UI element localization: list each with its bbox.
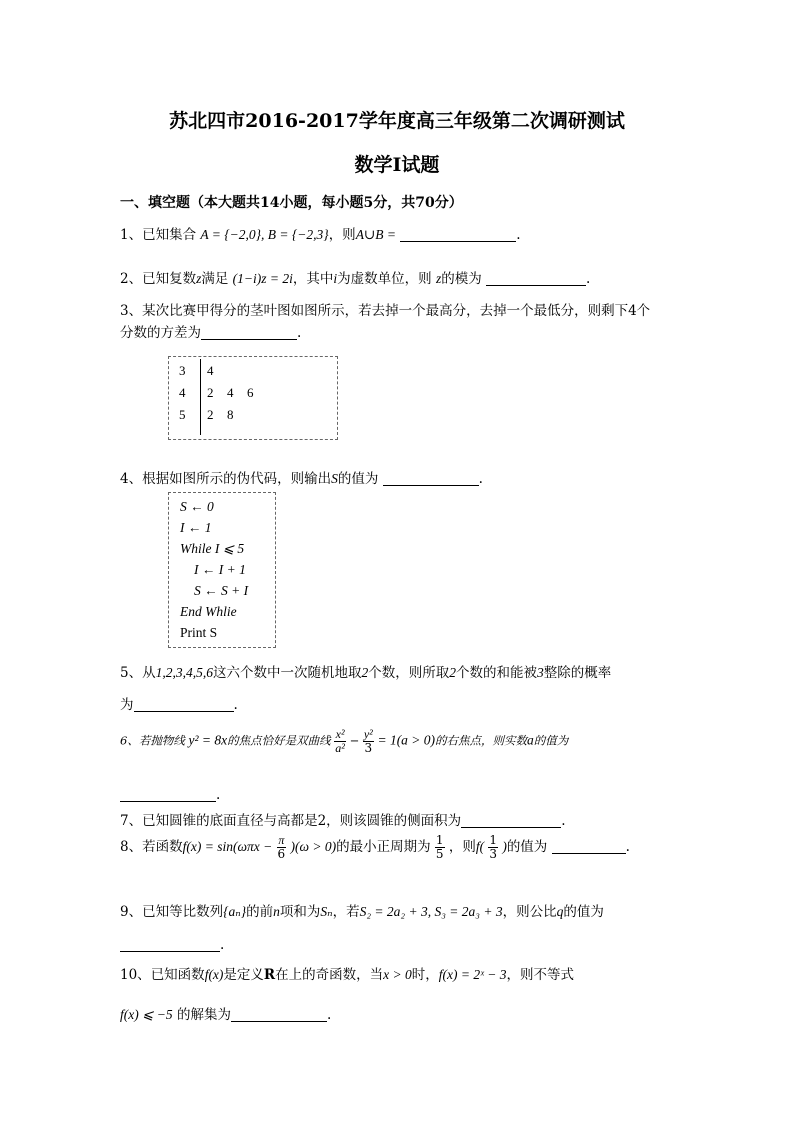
question-9-line2: . (120, 936, 224, 954)
leaf-value: 8 (227, 407, 234, 422)
question-5-line2: 为 . (120, 697, 238, 713)
code-line: I ← I + 1 (194, 562, 246, 577)
question-5-line1: 5、从1,2,3,4,5,6这六个数中一次随机地取2个数，则所取2个数的和能被3整除的概率 (120, 665, 612, 681)
answer-blank[interactable] (134, 697, 234, 712)
stem-value: 3 (179, 363, 186, 378)
answer-blank[interactable] (231, 1007, 327, 1022)
leaf-value: 2 (207, 385, 214, 400)
question-10: 10、已知函数f(x)是定义R在上的奇函数，当x > 0时，f(x) = 2ˣ − 3，则不等式 (120, 967, 575, 983)
question-3-line2: 分数的方差为 . (120, 325, 302, 341)
question-2: 2、已知复数z满足 (1−i)z = 2i，其中i为虚数单位，则 z的模为 . (120, 271, 591, 287)
section-heading: 一、填空题（本大题共14小题，每小题5分，共70分） (120, 195, 463, 211)
answer-blank[interactable] (400, 227, 516, 242)
question-6: 6、若抛物线 y² = 8x的焦点恰好是双曲线 $\frac{\text{x²}}{\text{a²}}$ − $\frac{\text{y²}}{3}$ = 1(a > 0)的右焦点，则实数a的值为 (120, 727, 569, 755)
answer-blank[interactable] (486, 271, 586, 286)
code-line: I ← 1 (180, 520, 212, 535)
leaf-value: 2 (207, 407, 214, 422)
pseudo-code-box (168, 492, 276, 648)
answer-blank[interactable] (120, 787, 216, 802)
question-1: 1、已知集合 A = {−2,0}, B = {−2,3}，则A∪B = . (120, 227, 521, 243)
stem-value: 5 (179, 407, 186, 422)
question-4: 4、根据如图所示的伪代码，则输出S的值为 . (120, 471, 483, 487)
answer-blank[interactable] (201, 325, 297, 340)
stem-divider (200, 359, 201, 435)
stem-leaf-plot (168, 356, 338, 440)
code-line: S ← S + I (194, 583, 249, 598)
answer-blank[interactable] (120, 937, 220, 952)
code-line: S ← 0 (180, 499, 214, 514)
question-3-line1: 3、某次比赛甲得分的茎叶图如图所示，若去掉一个最高分，去掉一个最低分，则剩下4个 (120, 303, 651, 319)
question-9: 9、已知等比数列{aₙ}的前n项和为Sₙ，若S₂ = 2a₂ + 3, S₃ = 2a₃ + 3，则公比q的值为 (120, 904, 604, 920)
leaf-value: 4 (227, 385, 234, 400)
page-subtitle: 数学Ⅰ试题 (354, 154, 440, 176)
answer-blank[interactable] (383, 471, 479, 486)
code-line: Print S (180, 625, 218, 640)
page-title: 苏北四市2016-2017学年度高三年级第二次调研测试 (169, 110, 625, 132)
question-7: 7、已知圆锥的底面直径与高都是2，则该圆锥的侧面积为 . (120, 813, 566, 829)
leaf-value: 6 (247, 385, 254, 400)
question-8: 8、若函数f(x) = sin(ωπx − $\frac{\pi}{6}$ )(ω > 0)的最小正周期为 $\frac{1}{5}$ ，则f( $\frac{1}{3}$ )的值为 . (120, 833, 630, 861)
answer-blank[interactable] (552, 839, 626, 854)
question-10-line2: f(x) ⩽ −5 的解集为 . (120, 1007, 332, 1023)
leaf-value: 4 (207, 363, 214, 378)
answer-blank[interactable] (461, 813, 561, 828)
stem-value: 4 (179, 385, 186, 400)
code-line: While I ⩽ 5 (180, 541, 245, 556)
code-line: End Whlie (180, 604, 237, 619)
question-6-line2: . (120, 786, 220, 804)
